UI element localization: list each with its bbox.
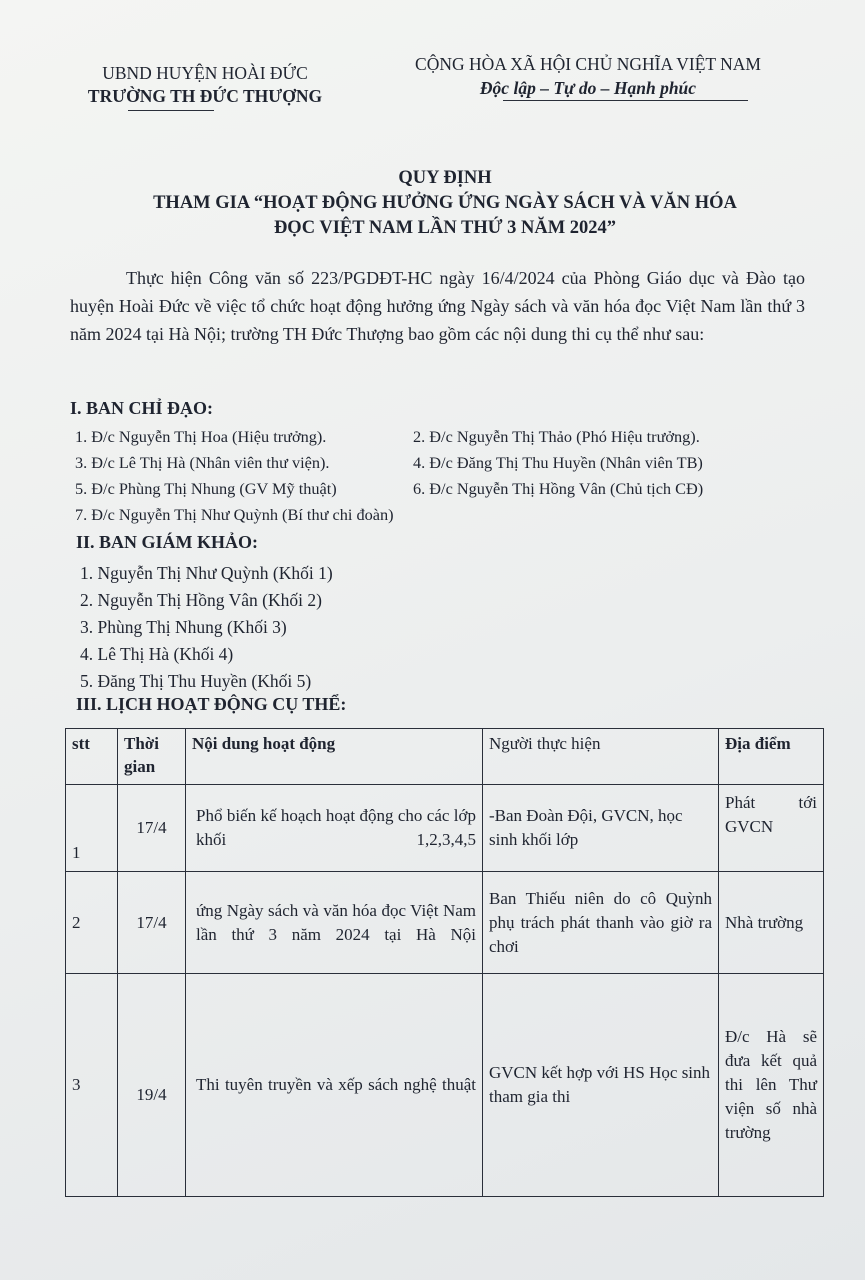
- jury-member: 1. Nguyễn Thị Như Quỳnh (Khối 1): [80, 563, 333, 583]
- jury-member: 5. Đăng Thị Thu Huyền (Khối 5): [80, 671, 312, 691]
- cell-time: 17/4: [118, 785, 186, 872]
- cell-place: Phát tới GVCN: [719, 785, 824, 872]
- table-header-row: [66, 729, 824, 785]
- cell-place: Đ/c Hà sẽ đưa kết quả thi lên Thư viện số nhà trường: [719, 974, 824, 1197]
- column-header-time: Thời gian: [118, 729, 186, 785]
- steering-member: 4. Đ/c Đăng Thị Thu Huyền (Nhân viên TB): [413, 453, 703, 472]
- jury-member: 3. Phùng Thị Nhung (Khối 3): [80, 617, 287, 637]
- title-line-3: ĐỌC VIỆT NAM LẦN THỨ 3 NĂM 2024”: [273, 218, 617, 238]
- country-name: CỘNG HÒA XÃ HỘI CHỦ NGHĨA VIỆT NAM: [415, 54, 761, 74]
- steering-committee-list: [75, 424, 805, 528]
- cell-content: Phổ biến kế hoạch hoạt động cho các lớp khối 1,2,3,4,5: [186, 785, 483, 872]
- national-heading: [388, 52, 788, 100]
- table-row: [66, 974, 824, 1197]
- cell-stt: 2: [66, 872, 118, 974]
- cell-stt: 3: [66, 974, 118, 1197]
- steering-member: 5. Đ/c Phùng Thị Nhung (GV Mỹ thuật): [75, 479, 337, 498]
- section-2-heading: II. BAN GIÁM KHẢO:: [76, 532, 259, 552]
- section-1-heading: I. BAN CHỈ ĐẠO:: [70, 398, 214, 418]
- column-header-person: Người thực hiện: [483, 729, 719, 785]
- intro-paragraph: [70, 264, 805, 348]
- steering-member: 7. Đ/c Nguyễn Thị Như Quỳnh (Bí thư chi đoàn): [75, 505, 394, 524]
- schedule-table: [65, 728, 824, 1197]
- steering-member: 1. Đ/c Nguyễn Thị Hoa (Hiệu trưởng).: [75, 427, 327, 446]
- cell-content: Thi tuyên truyền và xếp sách nghệ thuật: [186, 974, 483, 1197]
- column-header-place: Địa điểm: [719, 729, 824, 785]
- school-name: TRƯỜNG TH ĐỨC THƯỢNG: [87, 86, 323, 106]
- district-name: UBND HUYỆN HOÀI ĐỨC: [102, 63, 308, 83]
- cell-content: ứng Ngày sách và văn hóa đọc Việt Nam lần thứ 3 năm 2024 tại Hà Nội: [186, 872, 483, 974]
- cell-person: Ban Thiếu niên do cô Quỳnh phụ trách phát thanh vào giờ ra chơi: [483, 872, 719, 974]
- steering-member: 2. Đ/c Nguyễn Thị Thảo (Phó Hiệu trưởng).: [413, 427, 700, 446]
- column-header-stt: stt: [66, 729, 118, 785]
- national-motto: Độc lập – Tự do – Hạnh phúc: [479, 78, 697, 98]
- steering-member: 6. Đ/c Nguyễn Thị Hồng Vân (Chủ tịch CĐ): [413, 479, 704, 498]
- column-header-content: Nội dung hoạt động: [186, 729, 483, 785]
- table-row: [66, 785, 824, 872]
- cell-place: Nhà trường: [719, 872, 824, 974]
- jury-member: 2. Nguyễn Thị Hồng Vân (Khối 2): [80, 590, 322, 610]
- document-title: [60, 166, 830, 241]
- intro-text: Thực hiện Công văn số 223/PGDĐT-HC ngày 16/4/2024 của Phòng Giáo dục và Đào tạo huyện Hoài Đức về việc tổ chức hoạt động hưởng ứng Ngày sách và văn hóa đọc Việt Nam lần thứ 3 năm 2024 tại Hà Nội; trường TH Đức Thượng bao gồm các nội dung thi cụ thể như sau:: [70, 268, 805, 344]
- issuer-block: [60, 62, 350, 108]
- jury-list: [80, 560, 333, 695]
- motto-underline: [503, 100, 748, 101]
- school-underline: [128, 110, 214, 111]
- section-3-heading: III. LỊCH HOẠT ĐỘNG CỤ THỂ:: [76, 694, 347, 714]
- cell-time: 19/4: [118, 974, 186, 1197]
- title-line-1: QUY ĐỊNH: [398, 168, 492, 188]
- cell-time: 17/4: [118, 872, 186, 974]
- cell-stt: 1: [66, 785, 118, 872]
- steering-member: 3. Đ/c Lê Thị Hà (Nhân viên thư viện).: [75, 453, 330, 472]
- table-row: [66, 872, 824, 974]
- title-line-2: THAM GIA “HOẠT ĐỘNG HƯỞNG ỨNG NGÀY SÁCH VÀ VĂN HÓA: [153, 193, 737, 213]
- cell-person: GVCN kết hợp với HS Học sinh tham gia thi: [483, 974, 719, 1197]
- cell-person: -Ban Đoàn Đội, GVCN, học sinh khối lớp: [483, 785, 719, 872]
- jury-member: 4. Lê Thị Hà (Khối 4): [80, 644, 234, 664]
